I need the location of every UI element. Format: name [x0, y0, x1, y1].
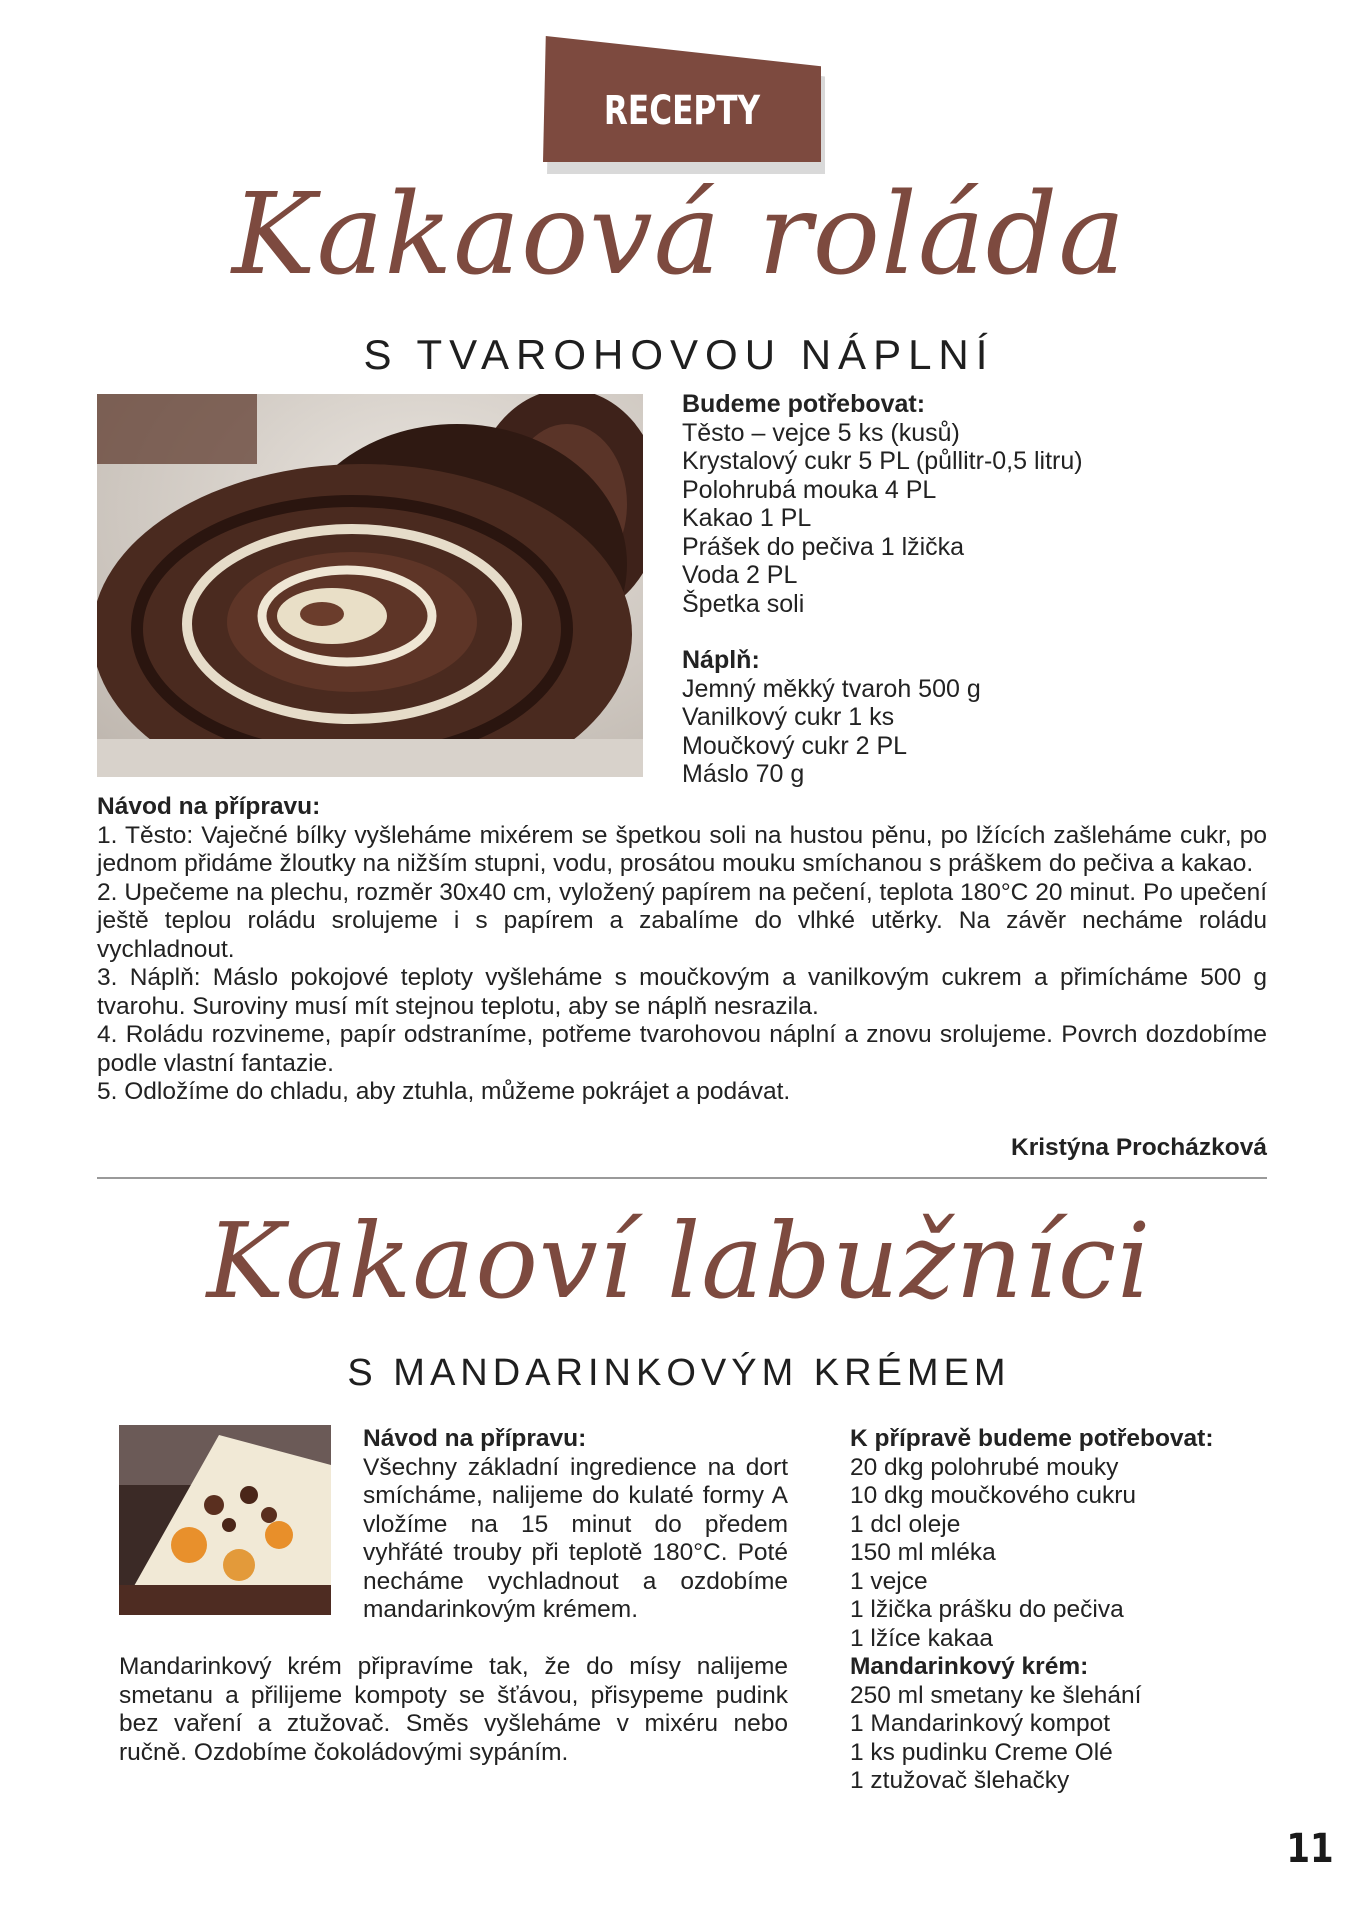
section-divider	[97, 1177, 1267, 1179]
ingredient-item: Polohrubá mouka 4 PL	[682, 475, 937, 504]
method-step: 1. Těsto: Vaječné bílky vyšleháme mixérem se špetkou soli na hustou pěnu, po lžících zašleháme cukr, po jednom přidáme žloutky na nižším stupni, vodu, prosátou mouku smíchanou s práškem do pečiva a kakao.	[97, 821, 1267, 877]
filling-heading: Náplň:	[682, 646, 760, 674]
chocolate-roll-photo	[97, 394, 643, 777]
ingredient-item: 1 vejce	[850, 1567, 928, 1595]
recipe2-cream-method: Mandarinkový krém připravíme tak, že do mísy nalijeme smetanu a přilijeme kompoty se šťávou, přisypeme pudink bez vaření a ztužovač. Směs vyšleháme v mixéru nebo ručně. Ozdobíme čokoládovými sypáním.	[119, 1653, 788, 1766]
cake-slice-photo	[119, 1425, 331, 1615]
ingredients-heading: K přípravě budeme potřebovat:	[850, 1425, 1214, 1452]
ingredient-item: 1 lžíce kakaa	[850, 1624, 993, 1652]
method-heading: Návod na přípravu:	[97, 793, 321, 820]
recipe2-method	[363, 1425, 788, 1625]
ingredient-item: 150 ml mléka	[850, 1539, 996, 1566]
page-number: 11	[1286, 1826, 1334, 1872]
ingredient-item: 1 dcl oleje	[850, 1510, 961, 1538]
ingredient-item: Voda 2 PL	[682, 561, 798, 589]
recipe2-ingredients	[850, 1425, 1290, 1796]
recipe1-method	[97, 793, 1267, 1107]
method-step: 5. Odložíme do chladu, aby ztuhla, můžeme pokrájet a podávat.	[97, 1078, 791, 1105]
filling-item: Máslo 70 g	[682, 760, 805, 788]
cream-item: 1 Mandarinkový kompot	[850, 1710, 1111, 1737]
filling-item: Jemný měkký tvaroh 500 g	[682, 674, 981, 703]
section-tab-label: RECEPTY	[603, 88, 761, 134]
recipe1-title: Kakaová roláda	[231, 170, 1127, 300]
filling-item: Moučkový cukr 2 PL	[682, 731, 908, 760]
author-name: Kristýna Procházková	[1011, 1134, 1267, 1161]
method-step: 2. Upečeme na plechu, rozměr 30x40 cm, vyložený papírem na pečení, teplota 180°C 20 minut. Po upečení ještě teplou roládu srolujeme i s papírem a zabalíme do vlhké utěrky. Na závěr necháme roládu vychladnout.	[97, 878, 1267, 963]
cream-heading: Mandarinkový krém:	[850, 1653, 1089, 1680]
cream-item: 250 ml smetany ke šlehání	[850, 1681, 1142, 1709]
cream-item: 1 ztužovač šlehačky	[850, 1767, 1070, 1794]
ingredients-heading: Budeme potřebovat:	[682, 390, 926, 418]
method-heading: Návod na přípravu:	[363, 1425, 587, 1452]
recipe2-subtitle: S MANDARINKOVÝM KRÉMEM	[347, 1352, 1011, 1394]
recipe2-title: Kakaoví labužníci	[206, 1200, 1152, 1322]
ingredient-item: 10 dkg moučkového cukru	[850, 1482, 1136, 1509]
ingredient-item: 20 dkg polohrubé mouky	[850, 1453, 1119, 1481]
ingredient-item: Krystalový cukr 5 PL (půllitr-0,5 litru)	[682, 447, 1083, 475]
recipe1-ingredients	[682, 390, 1282, 789]
ingredient-item: Špetka soli	[682, 589, 805, 618]
cream-item: 1 ks pudinku Creme Olé	[850, 1738, 1113, 1766]
ingredient-item: Těsto – vejce 5 ks (kusů)	[682, 418, 960, 447]
ingredient-item: 1 lžička prášku do pečiva	[850, 1596, 1124, 1623]
ingredient-item: Kakao 1 PL	[682, 504, 812, 532]
filling-item: Vanilkový cukr 1 ks	[682, 703, 895, 731]
method-step: 3. Náplň: Máslo pokojové teploty vyšleháme s moučkovým a vanilkovým cukrem a přimícháme 500 g tvarohu. Suroviny musí mít stejnou teplotu, aby se náplň nesrazila.	[97, 964, 1267, 1020]
method-text: Všechny základní ingredience na dort smícháme, nalijeme do kulaté formy A vložíme na 15 minut do předem vyhřáté trouby při teplotě 180°C. Poté necháme vychladnout a ozdobíme mandarinkovým krémem.	[363, 1453, 788, 1623]
recipe1-subtitle: S TVAROHOVOU NÁPLNÍ	[363, 331, 995, 378]
method-step: 4. Roládu rozvineme, papír odstraníme, potřeme tvarohovou náplní a znovu srolujeme. Povrch dozdobíme podle vlastní fantazie.	[97, 1021, 1267, 1077]
ingredient-item: Prášek do pečiva 1 lžička	[682, 532, 965, 561]
